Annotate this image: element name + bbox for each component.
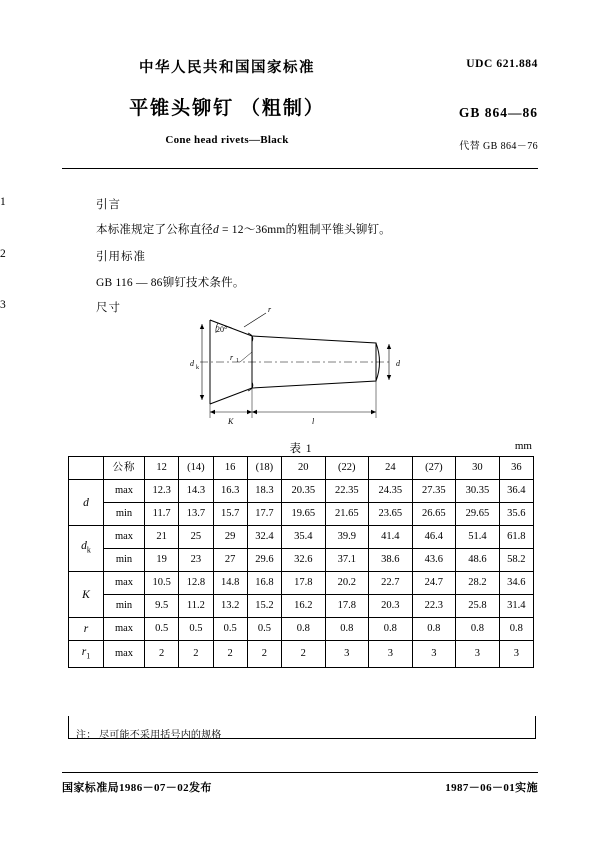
table-cell: 0.8 [412,618,456,641]
section-3-heading: 尺寸 [96,302,121,314]
table-cell: 20.3 [369,595,413,618]
rivet-drawing [180,300,420,425]
table-cell: 0.5 [213,618,247,641]
table-symbol-r: r [69,618,104,641]
table-row [69,572,534,595]
table-cell: 10.5 [145,572,179,595]
table-cell: (27) [412,457,456,480]
table-symbol-r1: $r_1$ [69,641,104,668]
table-cell: 13.7 [179,503,213,526]
table-cell: 41.4 [369,526,413,549]
table-cell: 15.7 [213,503,247,526]
table-cell: 13.2 [213,595,247,618]
table-cell: 17.8 [325,595,369,618]
table-cell: 24 [369,457,413,480]
table-cell: 24.7 [412,572,456,595]
table-cell: 2 [145,641,179,668]
footer-effective-info: 1987－06－01实施 [445,782,538,794]
table-cell: 30 [456,457,500,480]
national-standard-line: 中华人民共和国国家标准 [139,60,315,76]
replaces-note: 代替 GB 864－76 [459,141,538,152]
section-2-body: GB 116 — 86铆钉技术条件。 [96,277,245,289]
section-1-body [96,221,391,237]
table-cell: (18) [247,457,281,480]
table-limit-max: max [104,572,145,595]
figure-r1-label: r [230,353,234,362]
table-cell: 61.8 [499,526,533,549]
table-cell: 29 [213,526,247,549]
table-cell: 37.1 [325,549,369,572]
table-symbol-d: d [69,480,104,526]
figure-d-label: d [396,359,400,368]
table-cell: 3 [325,641,369,668]
table-unit: mm [514,440,532,452]
table-cell: 25.8 [456,595,500,618]
table-cell: 0.8 [369,618,413,641]
table-cell: 43.6 [412,549,456,572]
table-limit-max: max [104,526,145,549]
table-cell: 3 [499,641,533,668]
table-header-nominal: 公称 [104,457,145,480]
dimension-table-block [68,440,534,668]
table-cell: 16.8 [247,572,281,595]
table-row [69,618,534,641]
table-cell: 34.6 [499,572,533,595]
table-cell: 20 [282,457,326,480]
table-limit-max: max [104,618,145,641]
table-cell: 24.35 [369,480,413,503]
table-cell: 39.9 [325,526,369,549]
table-cell: 19.65 [282,503,326,526]
table-cell: 27 [213,549,247,572]
table-cell: 48.6 [456,549,500,572]
header-divider [62,168,538,169]
table-cell: 11.2 [179,595,213,618]
document-header [62,56,538,152]
table-cell: 36.4 [499,480,533,503]
table-cell: 23 [179,549,213,572]
table-cell: 2 [282,641,326,668]
table-cell: 0.8 [456,618,500,641]
table-symbol-K: K [69,572,104,618]
figure-r1-sub: 1 [236,358,239,364]
table-cell: 30.35 [456,480,500,503]
table-cell: 29.65 [456,503,500,526]
table-cell: 16.2 [282,595,326,618]
figure-dk-label: d [190,359,194,368]
table-cell: 20.35 [282,480,326,503]
page-title-english: Cone head rivets—Black [165,134,289,146]
table-cell: 2 [213,641,247,668]
table-cell: 0.5 [145,618,179,641]
table-row [69,641,534,668]
table-cell: 19 [145,549,179,572]
table-cell: 27.35 [412,480,456,503]
section-3-number: 3 [0,299,6,311]
table-cell: 12.8 [179,572,213,595]
section-1-text-a: 本标准规定了公称直径 [96,224,213,236]
section-1-heading: 引言 [96,199,121,211]
table-cell: 3 [456,641,500,668]
table-cell-empty [69,457,104,480]
table-cell: 15.2 [247,595,281,618]
table-cell: 35.6 [499,503,533,526]
table-cell: 3 [412,641,456,668]
table-cell: 36 [499,457,533,480]
table-limit-max: max [104,480,145,503]
table-cell: 16.3 [213,480,247,503]
table-limit-max: max [104,641,145,668]
table-cell: 26.65 [412,503,456,526]
table-row [69,480,534,503]
section-2-number: 2 [0,248,6,260]
table-cell: 32.6 [282,549,326,572]
figure-l-label: l [312,417,315,425]
table-cell: 25 [179,526,213,549]
table-cell: 16 [213,457,247,480]
table-row [69,549,534,572]
table-symbol-dk: $d_k$ [69,526,104,572]
figure-K-label: K [228,417,234,425]
table-cell: 29.6 [247,549,281,572]
table-cell: 51.4 [456,526,500,549]
table-cell: 21.65 [325,503,369,526]
table-cell: 12.3 [145,480,179,503]
udc-code: UDC 621.884 [466,58,538,70]
table-cell: 46.4 [412,526,456,549]
table-cell: 12 [145,457,179,480]
table-cell: 0.8 [499,618,533,641]
table-row-nominal [69,457,534,480]
table-cell: 23.65 [369,503,413,526]
table-cell: 17.8 [282,572,326,595]
figure-angle-label: 20° [216,325,228,334]
footer-divider [62,772,538,773]
table-limit-min: min [104,549,145,572]
section-1-text-b: = 12～36mm的粗制平锥头铆钉。 [218,224,391,236]
table-cell: 0.8 [282,618,326,641]
table-cell: 14.3 [179,480,213,503]
table-cell: 32.4 [247,526,281,549]
table-row [69,503,534,526]
table-cell: 35.4 [282,526,326,549]
rivet-dimension-figure [180,300,420,425]
table-caption: 表 1 [289,443,313,455]
section-1-symbol-d: d [213,224,219,236]
table-cell: (22) [325,457,369,480]
dimension-table [68,456,534,668]
table-cell: 2 [179,641,213,668]
table-cell: 28.2 [456,572,500,595]
section-1-number: 1 [0,196,6,208]
table-cell: 22.3 [412,595,456,618]
table-cell: 58.2 [499,549,533,572]
table-cell: 14.8 [213,572,247,595]
table-limit-min: min [104,595,145,618]
table-cell: 0.5 [179,618,213,641]
standard-number: GB 864—86 [458,105,538,120]
table-cell: (14) [179,457,213,480]
table-limit-min: min [104,503,145,526]
table-cell: 22.7 [369,572,413,595]
footer-issue-info: 国家标准局1986－07－02发布 [62,782,212,794]
table-row [69,595,534,618]
table-cell: 2 [247,641,281,668]
table-note: 注： 尽可能不采用括号内的规格 [76,730,222,741]
table-cell: 17.7 [247,503,281,526]
table-cell: 0.5 [247,618,281,641]
page-title: 平锥头铆钉 （粗制） [129,98,325,119]
table-cell: 18.3 [247,480,281,503]
table-cell: 38.6 [369,549,413,572]
table-cell: 11.7 [145,503,179,526]
section-2-heading: 引用标准 [96,251,146,263]
table-row [69,526,534,549]
figure-r-label: r [268,305,272,314]
table-cell: 20.2 [325,572,369,595]
table-cell: 0.8 [325,618,369,641]
table-cell: 21 [145,526,179,549]
table-cell: 9.5 [145,595,179,618]
table-cell: 3 [369,641,413,668]
table-cell: 31.4 [499,595,533,618]
figure-dk-sub: k [196,365,199,371]
table-cell: 22.35 [325,480,369,503]
